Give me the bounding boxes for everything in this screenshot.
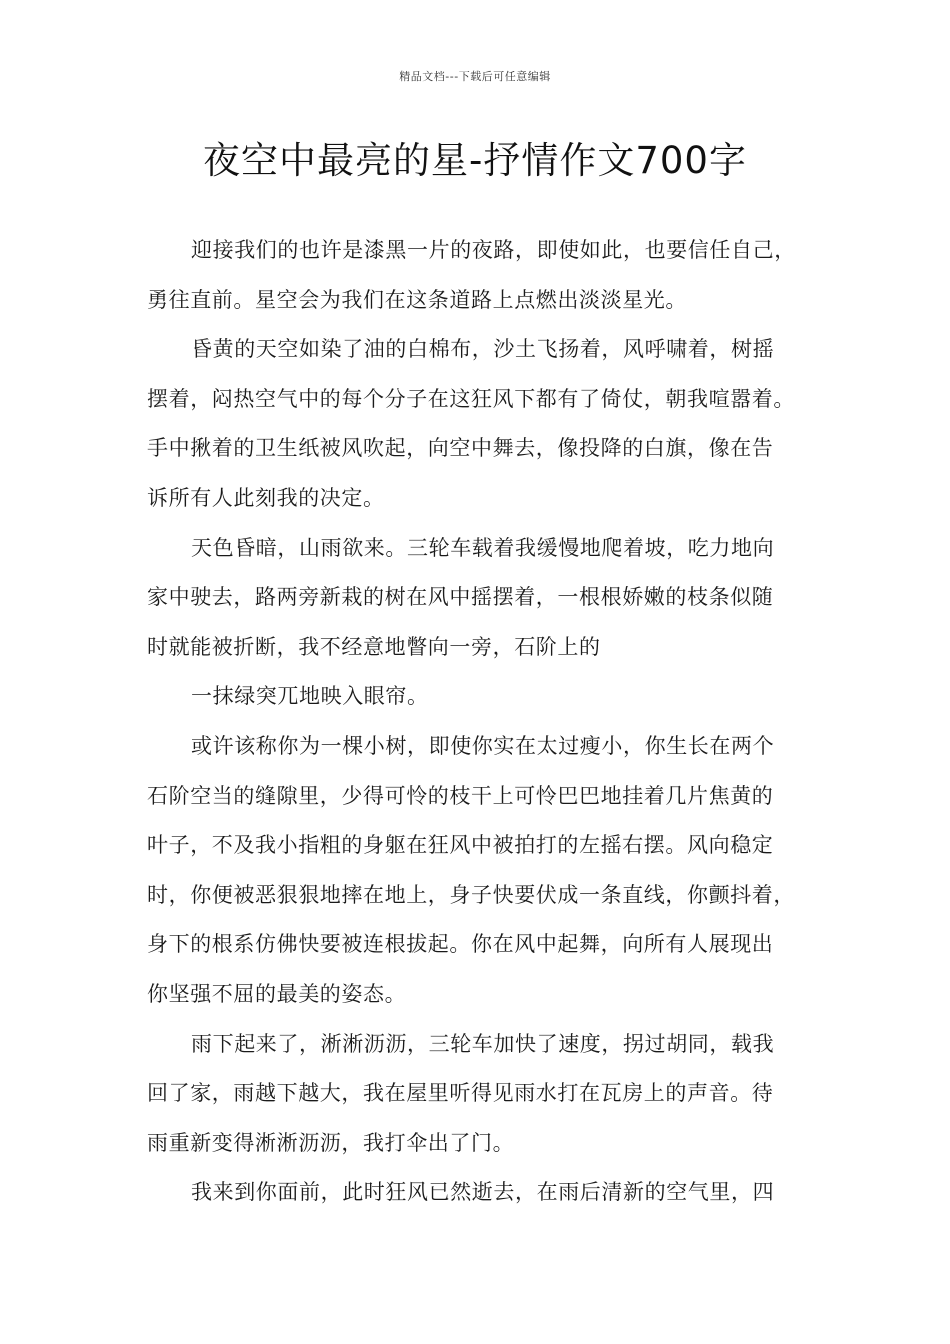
text-line: 雨下起来了，淅淅沥沥，三轮车加快了速度，拐过胡同，载我: [191, 1031, 775, 1056]
text-line: 一抹绿突兀地映入眼帘。: [191, 684, 429, 709]
text-line: 家中驶去，路两旁新栽的树在风中摇摆着，一根根娇嫩的枝条似随: [147, 585, 774, 610]
text-line: 手中揪着的卫生纸被风吹起，向空中舞去，像投降的白旗，像在告: [147, 436, 774, 461]
text-line: 时，你便被恶狠狠地摔在地上，身子快要伏成一条直线，你颤抖着，: [147, 882, 795, 907]
text-line: 昏黄的天空如染了油的白棉布，沙土飞扬着，风呼啸着，树摇: [191, 337, 775, 362]
text-line: 迎接我们的也许是漆黑一片的夜路，即使如此，也要信任自己，: [191, 238, 796, 262]
header-note: 精品文档---下载后可任意编辑: [399, 70, 551, 83]
text-line: 回了家，雨越下越大，我在屋里听得见雨水打在瓦房上的声音。待: [147, 1081, 774, 1106]
text-line: 天色昏暗，山雨欲来。三轮车载着我缓慢地爬着坡，吃力地向: [191, 535, 775, 560]
essay-body: [147, 226, 827, 1218]
text-line: 时就能被折断，我不经意地瞥向一旁，石阶上的: [147, 634, 601, 659]
text-line: 我来到你面前，此时狂风已然逝去，在雨后清新的空气里，四: [191, 1180, 775, 1205]
text-line: 你坚强不屈的最美的姿态。: [147, 981, 407, 1006]
page-title: 夜空中最亮的星-抒情作文700字: [203, 139, 747, 182]
text-line: 摆着，闷热空气中的每个分子在这狂风下都有了倚仗，朝我喧嚣着。: [147, 386, 795, 411]
text-line: 雨重新变得淅淅沥沥，我打伞出了门。: [147, 1130, 515, 1155]
text-line: 勇往直前。星空会为我们在这条道路上点燃出淡淡星光。: [147, 287, 687, 312]
text-line: 叶子，不及我小指粗的身躯在狂风中被拍打的左摇右摆。风向稳定: [147, 833, 774, 858]
text-line: 或许该称你为一棵小树，即使你实在太过瘦小，你生长在两个: [191, 733, 775, 758]
text-line: 诉所有人此刻我的决定。: [147, 485, 385, 510]
text-line: 身下的根系仿佛快要被连根拔起。你在风中起舞，向所有人展现出: [147, 932, 774, 957]
text-line: 石阶空当的缝隙里，少得可怜的枝干上可怜巴巴地挂着几片焦黄的: [147, 783, 774, 808]
